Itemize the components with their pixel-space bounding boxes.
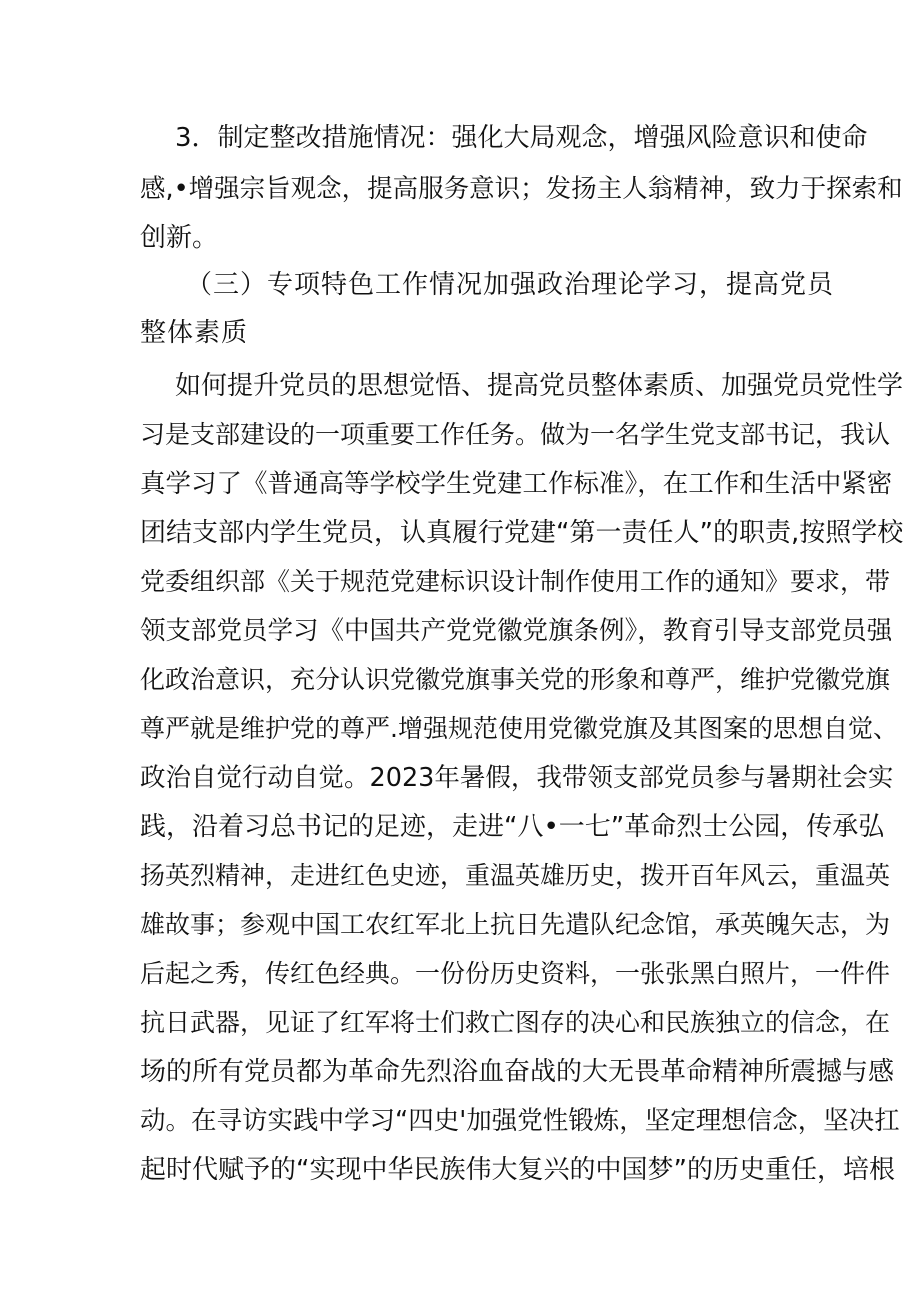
paragraph-line-7: 化政治意识，充分认识党徽党旗事关党的形象和尊严，维护党徽党旗 bbox=[140, 665, 891, 694]
item-3-line-2: 感,•增强宗旨观念，提高服务意识；发扬主人翁精神，致力于探索和 bbox=[140, 174, 903, 204]
item-3-line-3: 创新。 bbox=[140, 223, 219, 253]
paragraph-line-10: 践，沿着习总书记的足迹，走进“八•一七”革命烈士公园，传承弘 bbox=[140, 812, 885, 842]
paragraph-line-1: 如何提升党员的思想觉悟、提高党员整体素质、加强党员党性学 bbox=[175, 371, 904, 401]
paragraph-line-2: 习是支部建设的一项重要工作任务。做为一名学生党支部书记，我认 bbox=[140, 420, 891, 449]
paragraph-line-9: 政治自觉行动自觉。2023年暑假，我带领支部党员参与暑期社会实 bbox=[140, 763, 894, 793]
paragraph-line-17: 起时代赋予的“实现中华民族伟大复兴的中国梦”的历史重任，培根 bbox=[140, 1155, 895, 1185]
paragraph-line-12: 雄故事；参观中国工农红军北上抗日先遣队纪念馆，承英魄矢志，为 bbox=[140, 910, 891, 939]
paragraph-line-6: 领支部党员学习《中国共产党党徽党旗条例》，教育引导支部党员强 bbox=[140, 616, 893, 646]
paragraph-line-14: 抗日武器，见证了红军将士们救亡图存的决心和民族独立的信念，在 bbox=[140, 1008, 891, 1037]
paragraph-line-4: 团结支部内学生党员，认真履行党建“第一责任人”的职责,按照学校 bbox=[140, 518, 904, 548]
paragraph-line-3: 真学习了《普通高等学校学生党建工作标准》，在工作和生活中紧密 bbox=[140, 469, 893, 499]
paragraph-line-15: 场的所有党员都为革命先烈浴血奋战的大无畏革命精神所震撼与感 bbox=[140, 1057, 895, 1087]
paragraph-line-11: 扬英烈精神，走进红色史迹，重温英雄历史，拨开百年风云，重温英 bbox=[140, 861, 891, 890]
paragraph-line-16: 动。在寻访实践中学习“四史'加强党性锻炼，坚定理想信念，坚决扛 bbox=[140, 1106, 900, 1136]
section-heading-line-1: （三）专项特色工作情况加强政治理论学习，提高党员 bbox=[186, 270, 835, 300]
item-3-line-1: 3．制定整改措施情况：强化大局观念，增强风险意识和使命 bbox=[175, 123, 868, 153]
section-heading-line-2: 整体素质 bbox=[140, 318, 249, 348]
paragraph-line-5: 党委组织部《关于规范党建标识设计制作使用工作的通知》要求，带 bbox=[140, 567, 891, 596]
paragraph-line-13: 后起之秀，传红色经典。一份份历史资料，一张张黑白照片，一件件 bbox=[140, 959, 891, 988]
paragraph-line-8: 尊严就是维护党的尊严.增强规范使用党徽党旗及其图案的思想自觉、 bbox=[140, 714, 898, 743]
